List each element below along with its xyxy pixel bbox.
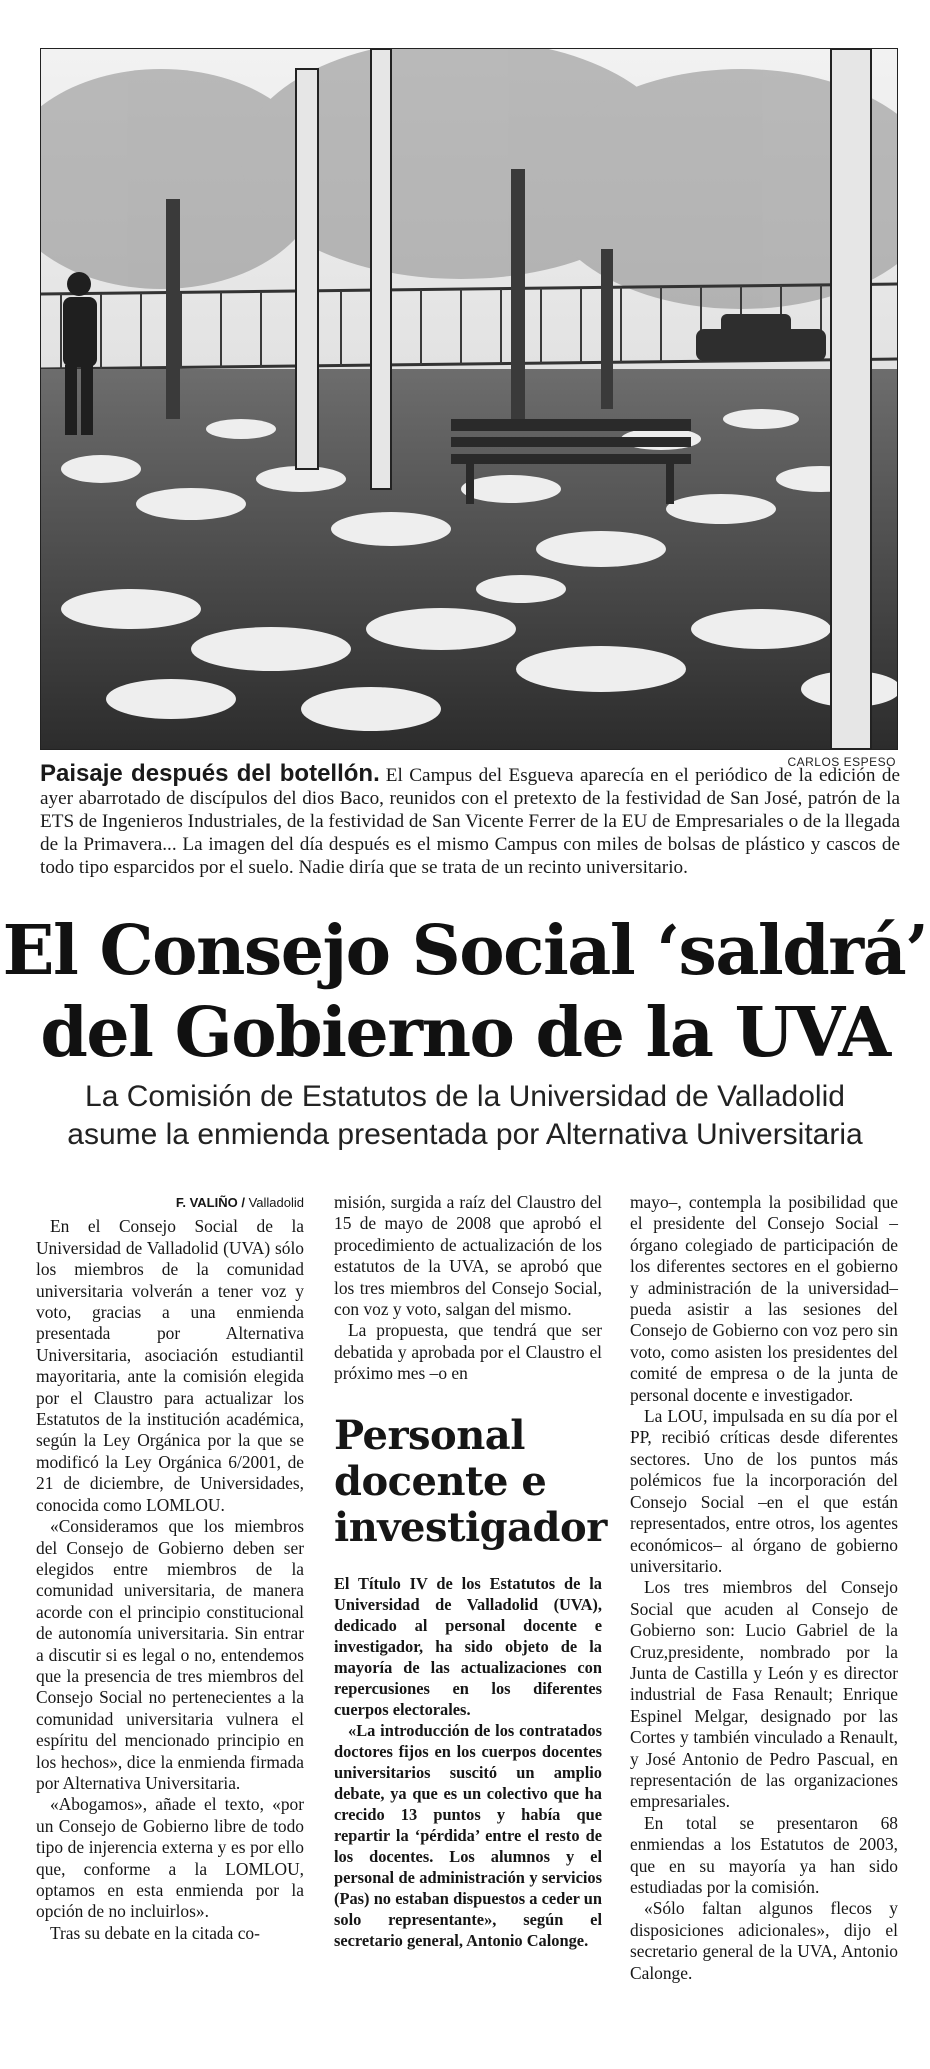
paragraph: «La introducción de los contratados doctores fijos en los cuerpos docentes universitarios suscitó un amplio debate, ya que es un colectivo que ha crecido 13 puntos y había que repartir la ‘pérdida’ entre el resto de los docentes. Los alumnos y el personal de administración y servicios (Pas) no estaban dispuestos a ceder un solo representante», según el secretario general, Antonio Calonge.: [334, 1720, 602, 1950]
campus-litter-photo: [41, 49, 897, 749]
paragraph: misión, surgida a raíz del Claustro del 15 de mayo de 2008 que aprobó el procedimiento de actualización de los estatutos de la UVA, se aprobó que los tres miembros del Consejo Social, con voz y voto, salgan del mismo.: [334, 1192, 602, 1320]
caption-title: Paisaje después del botellón.: [40, 760, 380, 787]
caption-text: El Campus del Esgueva aparecía en el periódico de la edición de ayer abarrotado de discípulos del dios Baco, reunidos con el pretexto de la festividad de San José, patrón de la ETS de Ingenieros Industriales, de la festividad de San Vicente Ferrer de la EU de Empresariales o de la llegada de la Primavera... La imagen del día después es el mismo Campus con miles de bolsas de plástico y cascos de todo tipo esparcidos por el suelo. Nadie diría que se trata de un recinto universitario.: [40, 765, 900, 878]
paragraph: La LOU, impulsada en su día por el PP, recibió críticas desde diferentes sectores. Uno de los puntos más polémicos fue la incorporación del Consejo Social –en el que están representados, entre otros, los agentes económicos– al órgano de gobierno universitario.: [630, 1406, 898, 1576]
news-photo: [40, 48, 898, 750]
paragraph: El Título IV de los Estatutos de la Universidad de Valladolid (UVA), dedicado al personal docente e investigador, ha sido objeto de la mayoría de las actualizaciones con repercusiones en los diferentes cuerpos electorales.: [334, 1573, 602, 1719]
byline: [36, 1192, 304, 1213]
headline: [0, 910, 930, 1074]
paragraph: Tras su debate en la citada co-: [50, 1922, 260, 1943]
photo-credit: CARLOS ESPESO: [787, 755, 896, 769]
paragraph: «Abogamos», añade el texto, «por un Consejo de Gobierno libre de todo tipo de injerencia externa y es por ello que, conforme a la LOMLOU, optamos en esta enmienda por la opción de no incluirlos».: [36, 1794, 304, 1922]
paragraph: Los tres miembros del Consejo Social que acuden al Consejo de Gobierno son: Lucio Gabriel de la Cruz,presidente, nombrado por la Junta de Castilla y León y es director industrial de Fasa Renault; Enrique Espinel Melgar, designado por las Cortes y también vinculado a Renault, y José Antonio de Pedro Pascual, en representación de las organizaciones empresariales.: [630, 1577, 898, 1812]
intertitle: Personal docente e investigador: [334, 1411, 607, 1551]
subheadline-line-2: asume la enmienda presentada por Alternativa Universitaria: [67, 1118, 863, 1151]
paragraph: En total se presentaron 68 enmiendas a los Estatutos de 2003, que en su mayoría ya han sido estudiadas por la comisión.: [630, 1812, 898, 1897]
paragraph: En el Consejo Social de la Universidad de Valladolid (UVA) sólo los miembros de la comunidad universitaria volverán a tener voz y voto, gracias a una enmienda presentada por Alternativa Universitaria, asociación estudiantil mayoritaria, ante la comisión elegida por el Claustro para actualizar los Estatutos de la institución académica, según la Ley Orgánica por la que se modificó la Ley Orgánica 6/2001, de 21 de diciembre, de Universidades, conocida como LOMLOU.: [36, 1216, 304, 1515]
paragraph: «Consideramos que los miembros del Consejo de Gobierno deben ser elegidos entre miembros de la comunidad universitaria, de manera acorde con el principio constitucional de autonomía universitaria. Sin entrar a discutir si es legal o no, entendemos que la presencia de tres miembros del Consejo Social no pertenecientes a la comunidad universitaria vulnera el espíritu del mencionado principio en los hechos», dice la enmienda firmada por Alternativa Universitaria.: [36, 1516, 304, 1793]
article-column-1: [36, 1192, 304, 1944]
article-column-2: [334, 1192, 607, 1951]
byline-location: Valladolid: [248, 1195, 304, 1210]
paragraph: La propuesta, que tendrá que ser debatida y aprobada por el Claustro el próximo mes –o en: [334, 1320, 602, 1384]
sidebar-text: [334, 1573, 602, 1951]
byline-author: F. VALIÑO /: [175, 1195, 245, 1210]
headline-line-2: del Gobierno de la UVA: [40, 993, 890, 1073]
subheadline-line-1: La Comisión de Estatutos de la Universidad de Valladolid: [85, 1080, 845, 1113]
paragraph: «Sólo faltan algunos flecos y disposiciones adicionales», dijo el secretario general de la UVA, Antonio Calonge.: [630, 1898, 898, 1983]
subheadline: [0, 1078, 930, 1154]
article-column-3: [630, 1192, 898, 1984]
headline-line-1: El Consejo Social ‘saldrá’: [2, 911, 928, 991]
paragraph: mayo–, contempla la posibilidad que el presidente del Consejo Social –órgano colegiado de participación de los diferentes sectores en el gobierno y administración de la universidad– pueda asistir a las sesiones del Consejo de Gobierno con voz pero sin voto, como asisten los presidentes del comité de empresa o de la junta de personal docente e investigador.: [630, 1192, 898, 1405]
photo-caption: [40, 762, 900, 879]
